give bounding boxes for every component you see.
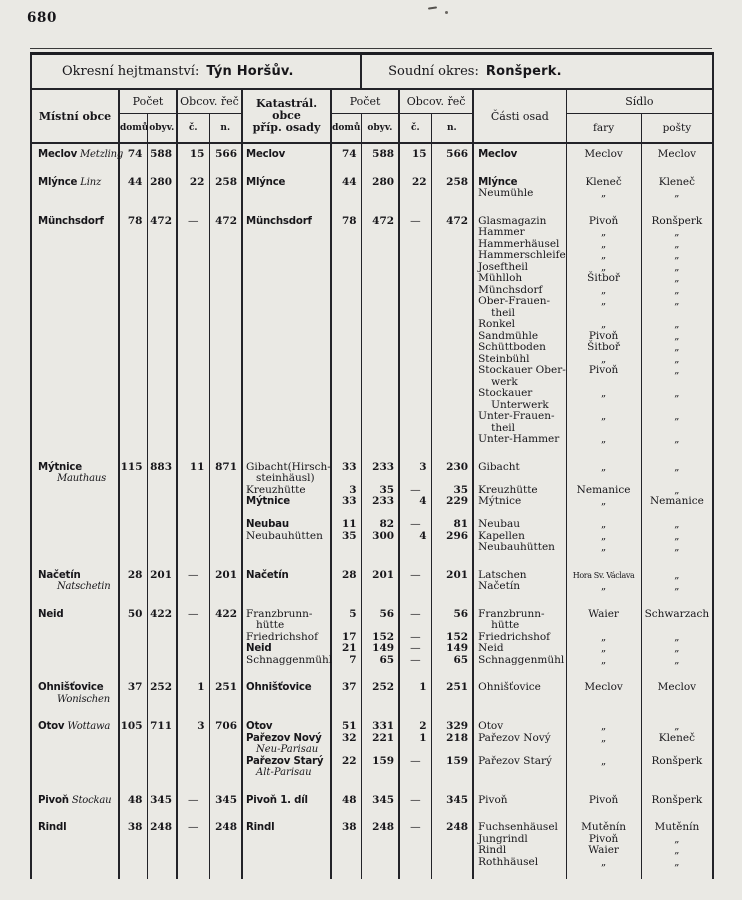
cell-o2: 588 [361, 143, 399, 172]
cell-n2: 472 [431, 211, 473, 457]
col-header-mistni-obce: Místní obce [31, 89, 119, 143]
cell-n1: 345 [209, 790, 242, 818]
district-title-right [361, 54, 713, 90]
col-header-fary: fary [566, 114, 641, 144]
obec-row [31, 604, 713, 678]
cell-m: Meclov Metzling [38, 149, 124, 160]
soudni-okres-label: Soudní okres: [388, 64, 479, 79]
col-header-pocet-1: Počet [119, 89, 177, 114]
cell-d2: 51 32 22 [331, 716, 361, 790]
district-title-left [31, 54, 361, 90]
cell-t: „ Kleneč Ronšperk [641, 716, 713, 790]
cell-c2: 22 [399, 172, 431, 211]
cell-c1: — [177, 211, 209, 457]
cell-n1: 251 [209, 677, 242, 716]
table-body [31, 143, 713, 879]
cell-t: Schwarzach „ „ „ [641, 604, 713, 678]
cell-k: Mlýnce [242, 172, 331, 211]
cell-p: Latschen Načetín [473, 565, 566, 604]
col-header-domu-1: domů [119, 114, 147, 144]
cell-d1: 105 [119, 716, 147, 790]
cell-n2: 230 35 229 81 296 [431, 457, 473, 565]
hejtmanstvi-value: Týn Horšův. [206, 64, 294, 79]
group-header-row [31, 89, 713, 114]
cell-t: „ „ [641, 565, 713, 604]
cell-c2: — [399, 565, 431, 604]
cell-f: Meclov [566, 143, 641, 172]
cell-p: Glasmagazin Hammer Hammerhäusel Hammerschleife Joseftheil Mühlloh Münchsdorf Ober-Frauen- theil Ronkel Sandmühle Schüttboden Steinbühl Stockauer Ober- werk Stockauer Unterwerk Unter-Frauen- theil Unter-Hammer [473, 211, 566, 457]
cell-n2: 201 [431, 565, 473, 604]
cell-p: Mlýnce Neumühle [473, 172, 566, 211]
cell-c1: 1 [177, 677, 209, 716]
cell-d2: 38 [331, 817, 361, 879]
cell-c1: — [177, 790, 209, 818]
sub-header-row [31, 114, 713, 144]
col-header-posty: pošty [641, 114, 713, 144]
cell-n2: 329 218 159 [431, 716, 473, 790]
col-header-obcov-rec-2: Obcov. řeč [399, 89, 473, 114]
cell-k: Pivoň 1. díl [242, 790, 331, 818]
cell-c2: — [399, 211, 431, 457]
cell-p: Pivoň [473, 790, 566, 818]
table-header [31, 54, 713, 144]
cell-m: Otov Wottawa [38, 721, 111, 732]
cell-p: Meclov [473, 143, 566, 172]
cell-t: Kleneč „ [641, 172, 713, 211]
cell-m: Pivoň Stockau [38, 794, 112, 806]
cell-k: Gibacht(Hirsch- steinhäusl) Kreuzhütte Mýtnice Neubau Neubauhütten [242, 457, 331, 565]
cell-c1: — [177, 817, 209, 879]
cell-d2: 28 [331, 565, 361, 604]
cell-n2: 258 [431, 172, 473, 211]
obec-row [31, 172, 713, 211]
cell-c1: — [177, 565, 209, 604]
cell-t: Ronšperk „ „ „ „ „ „ „ „ „ „ „ „ „ „ „ [641, 211, 713, 457]
cell-m: Neid [38, 608, 64, 620]
soudni-okres-value: Ronšperk. [485, 64, 562, 79]
cell-n1: 871 [209, 457, 242, 565]
cell-p: Ohnišťovice [473, 677, 566, 716]
cell-d2: 37 [331, 677, 361, 716]
cell-o1: 248 [147, 817, 177, 879]
top-rule [30, 48, 712, 49]
obec-row [31, 716, 713, 790]
cell-p: Otov Pařezov Nový Pařezov Starý [473, 716, 566, 790]
col-header-katastral [242, 89, 331, 143]
cell-f: Waier „ „ „ [566, 604, 641, 678]
cell-t: Mutěnín „ „ „ [641, 817, 713, 879]
cell-c1: 11 [177, 457, 209, 565]
cell-c2: 15 [399, 143, 431, 172]
cell-f: „ „ „ [566, 716, 641, 790]
scan-speck [445, 11, 448, 14]
cell-o2: 56 152 149 65 [361, 604, 399, 678]
cell-c1: — [177, 604, 209, 678]
cell-o1: 422 [147, 604, 177, 678]
cell-d1: 50 [119, 604, 147, 678]
obec-row [31, 790, 713, 818]
cell-k: Münchsdorf [242, 211, 331, 457]
cell-n1: 422 [209, 604, 242, 678]
katastral-line1: Katastrál. obce [255, 97, 318, 122]
col-header-obyv-2: obyv. [361, 114, 399, 144]
cell-d2: 78 [331, 211, 361, 457]
cell-d1: 115 [119, 457, 147, 565]
col-header-obcov-rec-1: Obcov. řeč [177, 89, 242, 114]
cell-m: Münchsdorf [38, 215, 104, 227]
cell-o2: 233 35 233 82 300 [361, 457, 399, 565]
obec-row [31, 677, 713, 716]
cell-o1: 345 [147, 790, 177, 818]
cell-n1: 201 [209, 565, 242, 604]
cell-p: Gibacht Kreuzhütte Mýtnice Neubau Kapellen Neubauhütten [473, 457, 566, 565]
col-header-domu-2: domů [331, 114, 361, 144]
cell-c2: 1 [399, 677, 431, 716]
cell-f: Mutěnín Pivoň Waier „ [566, 817, 641, 879]
cell-n2: 56 152 149 65 [431, 604, 473, 678]
district-title-row [31, 54, 713, 90]
cell-n1: 566 [209, 143, 242, 172]
page-number: 680 [27, 10, 57, 26]
cell-f: „ Nemanice „ „ „ „ [566, 457, 641, 565]
cell-n2: 251 [431, 677, 473, 716]
cell-o1: 883 [147, 457, 177, 565]
cell-c2: 2 1 — [399, 716, 431, 790]
cell-c2: — — — — [399, 604, 431, 678]
col-header-c-2: č. [399, 114, 431, 144]
cell-d1: 37 [119, 677, 147, 716]
cell-n2: 566 [431, 143, 473, 172]
cell-o1: 472 [147, 211, 177, 457]
cell-d2: 48 [331, 790, 361, 818]
cell-k: Meclov [242, 143, 331, 172]
cell-o1: 711 [147, 716, 177, 790]
cell-n2: 248 [431, 817, 473, 879]
cell-t: Meclov [641, 143, 713, 172]
cell-c2: — [399, 790, 431, 818]
hejtmanstvi-label: Okresní hejtmanství: [62, 64, 200, 79]
cell-f: Kleneč „ [566, 172, 641, 211]
cell-d1: 38 [119, 817, 147, 879]
cell-f: Pivoň „ „ „ „ Šitboř „ „ „ Pivoň Šitboř „ Pivoň „ „ „ [566, 211, 641, 457]
cell-o2: 331 221 159 [361, 716, 399, 790]
cell-d1: 48 [119, 790, 147, 818]
cell-d1: 28 [119, 565, 147, 604]
cell-t: Meclov [641, 677, 713, 716]
cell-n1: 706 [209, 716, 242, 790]
scan-speck [428, 6, 437, 9]
cell-o1: 252 [147, 677, 177, 716]
cell-c2: — [399, 817, 431, 879]
cell-n1: 258 [209, 172, 242, 211]
cell-p: Franzbrunn- hütte Friedrichshof Neid Schnaggenmühl [473, 604, 566, 678]
cell-o2: 472 [361, 211, 399, 457]
col-header-casti-osad: Části osad [473, 89, 566, 143]
cell-c1: 22 [177, 172, 209, 211]
cell-p: Fuchsenhäusel Jungrindl Rindl Rothhäusel [473, 817, 566, 879]
cell-t: „ „ Nemanice „ „ „ [641, 457, 713, 565]
col-header-c-1: č. [177, 114, 209, 144]
cell-c1: 15 [177, 143, 209, 172]
katastral-line2: příp. osady [252, 121, 321, 134]
obec-row [31, 143, 713, 172]
cell-d1: 44 [119, 172, 147, 211]
cell-f: Pivoň [566, 790, 641, 818]
cell-o2: 252 [361, 677, 399, 716]
cell-m: Mýtnice Mauthaus [38, 461, 107, 484]
cell-k: Franzbrunn- hütte Friedrichshof Neid Schnaggenmühl [242, 604, 331, 678]
cell-o1: 588 [147, 143, 177, 172]
cell-o2: 345 [361, 790, 399, 818]
cell-c2: 3 — 4 — 4 [399, 457, 431, 565]
obec-row [31, 817, 713, 879]
cell-d1: 78 [119, 211, 147, 457]
cell-o2: 201 [361, 565, 399, 604]
cell-o1: 201 [147, 565, 177, 604]
col-header-n-1: n. [209, 114, 242, 144]
gazetteer-table [30, 52, 714, 879]
obec-row [31, 565, 713, 604]
cell-d2: 44 [331, 172, 361, 211]
cell-n1: 248 [209, 817, 242, 879]
cell-f: Meclov [566, 677, 641, 716]
cell-d1: 74 [119, 143, 147, 172]
cell-d2: 33 3 33 11 35 [331, 457, 361, 565]
cell-d2: 74 [331, 143, 361, 172]
cell-n2: 345 [431, 790, 473, 818]
col-header-obyv-1: obyv. [147, 114, 177, 144]
col-header-sidlo: Sídlo [566, 89, 713, 114]
obec-row [31, 457, 713, 565]
cell-c1: 3 [177, 716, 209, 790]
cell-d2: 5 17 21 7 [331, 604, 361, 678]
col-header-pocet-2: Počet [331, 89, 399, 114]
cell-k: Načetín [242, 565, 331, 604]
col-header-n-2: n. [431, 114, 473, 144]
cell-m: Ohnišťovice Wonischen [38, 682, 110, 705]
cell-o1: 280 [147, 172, 177, 211]
cell-m: Mlýnce Linz [38, 176, 102, 188]
cell-f: Hora Sv. Václava „ [566, 565, 641, 604]
cell-k: Rindl [242, 817, 331, 879]
cell-m: Načetín Natschetin [38, 569, 111, 592]
cell-k: Ohnišťovice [242, 677, 331, 716]
cell-m: Rindl [38, 822, 67, 833]
cell-t: Ronšperk [641, 790, 713, 818]
cell-o2: 248 [361, 817, 399, 879]
cell-k: Otov Pařezov Nový Neu-Parisau Pařezov Starý Alt-Parisau [242, 716, 331, 790]
cell-n1: 472 [209, 211, 242, 457]
obec-row [31, 211, 713, 457]
cell-o2: 280 [361, 172, 399, 211]
